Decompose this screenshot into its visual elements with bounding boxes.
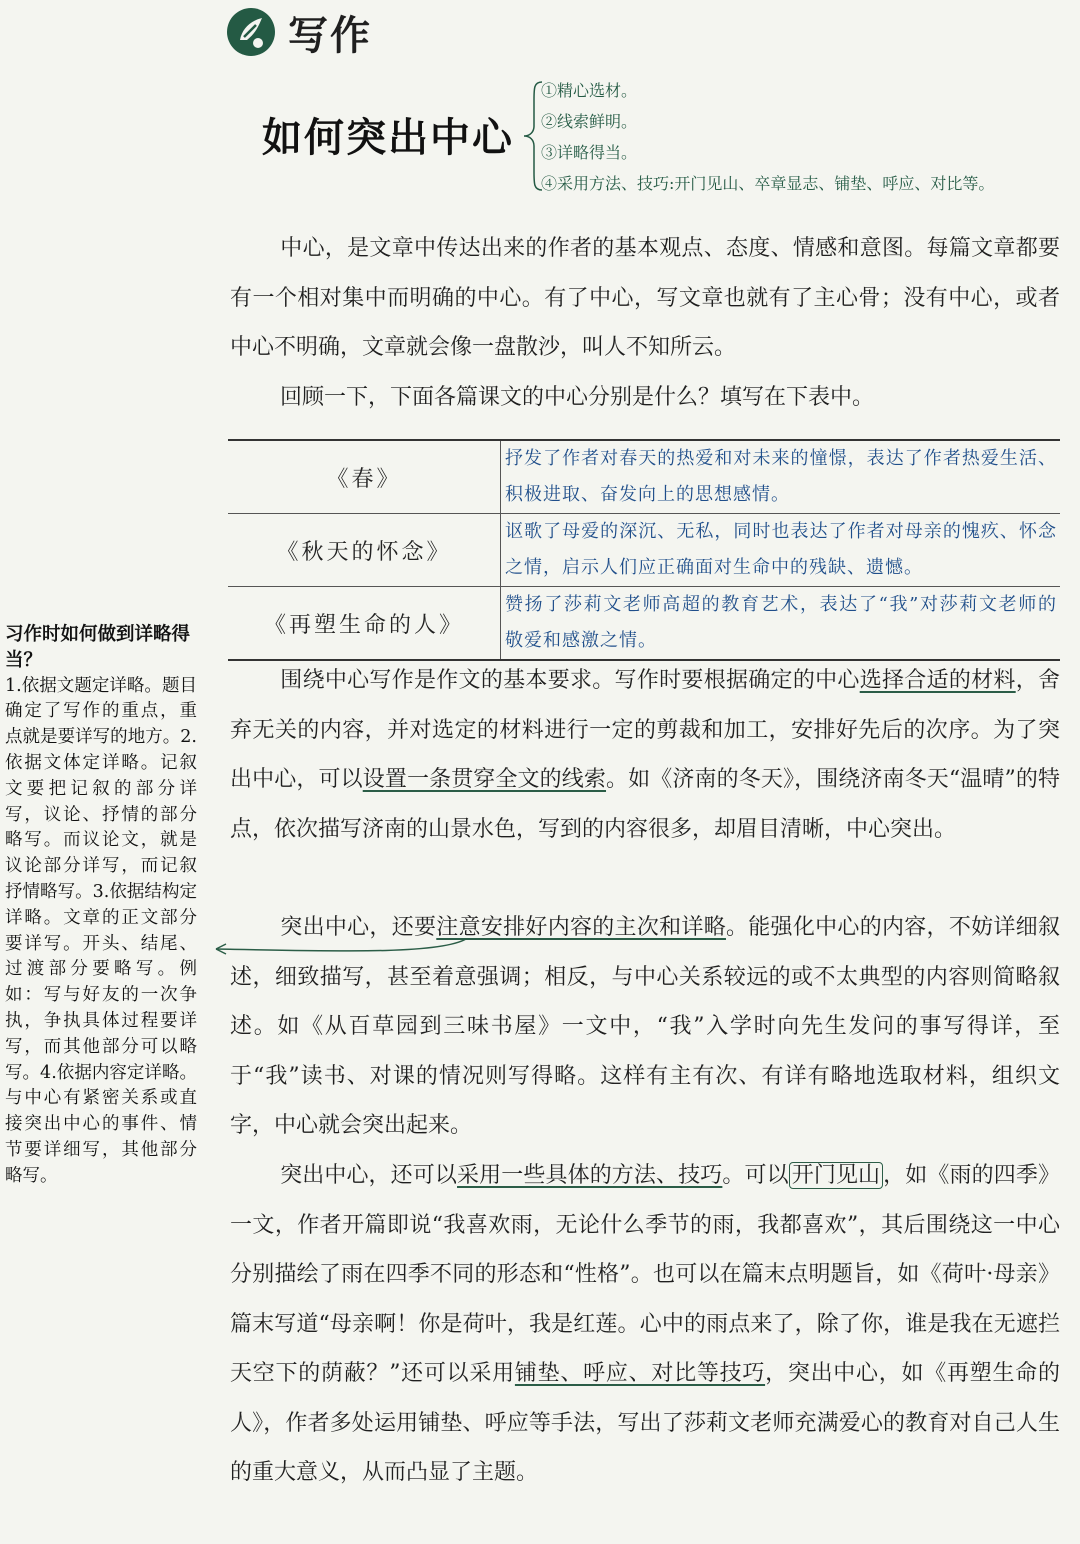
section-header: [226, 4, 372, 60]
arrow-icon: [208, 937, 470, 959]
table-row: [228, 440, 1060, 514]
instruction-paragraph: [230, 373, 1060, 423]
text-segment: 。可以: [722, 1163, 789, 1188]
text-segment: ，舍弃无关的内容，并对选定的材料进行一定的剪裁和加工，安排好先后的次序。为了突出中心，可以: [230, 668, 1060, 792]
side-note-title: 习作时如何做到详略得当？: [5, 624, 191, 671]
side-note: [5, 622, 197, 1190]
lesson-title: 如何突出中心: [262, 114, 514, 161]
tip-item: ④采用方法、技巧:开门见山、卒章显志、铺垫、呼应、对比等。: [541, 174, 995, 193]
body-paragraph-techniques: [230, 1151, 1060, 1498]
text-segment: 。能强化中心的内容，不妨详细叙述，细致描写，甚至着意强调；相反，与中心关系较远的或不太典型的内容则简略叙述。如《从百草园到三味书屋》一文中，“我”入学时向先生发问的事写得详，至于“我”读书、对课的情况则写得略。这样有主有次、有详有略地选取材料，组织文字，中心就会突出起来。: [230, 915, 1060, 1138]
lesson-title-cell: 《再塑生命的人》: [228, 587, 501, 661]
text-segment: 围绕中心写作是作文的基本要求。写作时要根据确定的中心: [280, 668, 860, 693]
underlined-phrase: 选择合适的材料: [859, 668, 1016, 693]
underlined-phrase: 铺垫、呼应、对比等技巧: [514, 1361, 766, 1386]
lesson-theme-cell: 赞扬了莎莉文老师高超的教育艺术，表达了“我”对莎莉文老师的敬爱和感激之情。: [501, 587, 1061, 661]
pen-nib-icon: [226, 7, 276, 57]
tip-item: ①精心选材。: [541, 81, 638, 100]
lesson-title-cell: 《春》: [228, 440, 501, 514]
text-segment: ，突出中心，如《再塑生命的人》，作者多处运用铺垫、呼应等手法，写出了莎莉文老师充满爱心的教育对自己人生的重大意义，从而凸显了主题。: [230, 1361, 1060, 1485]
lesson-theme-cell: 讴歌了母爱的深沉、无私，同时也表达了作者对母亲的愧疚、怀念之情，启示人们应正确面对生命中的残缺、遗憾。: [501, 514, 1061, 587]
tips-list: [541, 75, 994, 199]
body-paragraph-selection: [230, 656, 1060, 854]
theme-table: [228, 439, 1060, 661]
text-segment: 突出中心，还要: [280, 915, 437, 940]
lesson-title-cell: 《秋天的怀念》: [228, 514, 501, 587]
underlined-phrase: 设置一条贯穿全文的线索: [362, 767, 607, 792]
side-note-text: 1.依据文题定详略。题目确定了写作的重点，重点就是要详写的地方。2.依据文体定详略。记叙文要把记叙的部分详写，议论、抒情的部分略写。而议论文，就是议论部分详写，而记叙抒情略写。3.依据结构定详略。文章的正文部分要详写。开头、结尾、过渡部分要略写。例如：写与好友的一次争执，争执具体过程要详写，而其他部分可以略写。4.依据内容定详略。与中心有紧密关系或直接突出中心的事件、情节要详细写，其他部分略写。: [5, 675, 197, 1186]
text-segment: 。如《济南的冬天》，围绕济南冬天“温晴”的特点，依次描写济南的山景水色，写到的内容很多，却眉目清晰，中心突出。: [230, 767, 1060, 842]
text-segment: ，如《雨的四季》一文，作者开篇即说“我喜欢雨，无论什么季节的雨，我都喜欢”，其后围绕这一中心分别描绘了雨在四季不同的形态和“性格”。也可以在篇末点明题旨，如《荷叶·母亲》篇末写道“母亲啊！你是荷叶，我是红莲。心中的雨点来了，除了你，谁是我在无遮拦天空下的荫蔽？”还可以采用: [230, 1163, 1060, 1386]
tip-item: ②线索鲜明。: [541, 112, 638, 131]
intro-paragraph: [230, 224, 1060, 373]
boxed-phrase: 开门见山: [789, 1162, 883, 1189]
table-row: [228, 514, 1060, 587]
instruction-text: 回顾一下，下面各篇课文的中心分别是什么？填写在下表中。: [280, 385, 875, 410]
text-segment: 突出中心，还可以: [280, 1163, 458, 1188]
section-title: 写作: [288, 12, 372, 59]
table-row: [228, 587, 1060, 661]
lesson-theme-cell: 抒发了作者对春天的热爱和对未来的憧憬，表达了作者热爱生活、积极进取、奋发向上的思想感情。: [505, 448, 1057, 505]
tip-item: ③详略得当。: [541, 143, 638, 162]
underlined-phrase: 采用一些具体的方法、技巧: [457, 1163, 723, 1188]
intro-text: 中心，是文章中传达出来的作者的基本观点、态度、情感和意图。每篇文章都要有一个相对集中而明确的中心。有了中心，写文章也就有了主心骨；没有中心，或者中心不明确，文章就会像一盘散沙，叫人不知所云。: [230, 236, 1060, 360]
underlined-phrase: 注意安排好内容的主次和详略: [436, 915, 726, 940]
